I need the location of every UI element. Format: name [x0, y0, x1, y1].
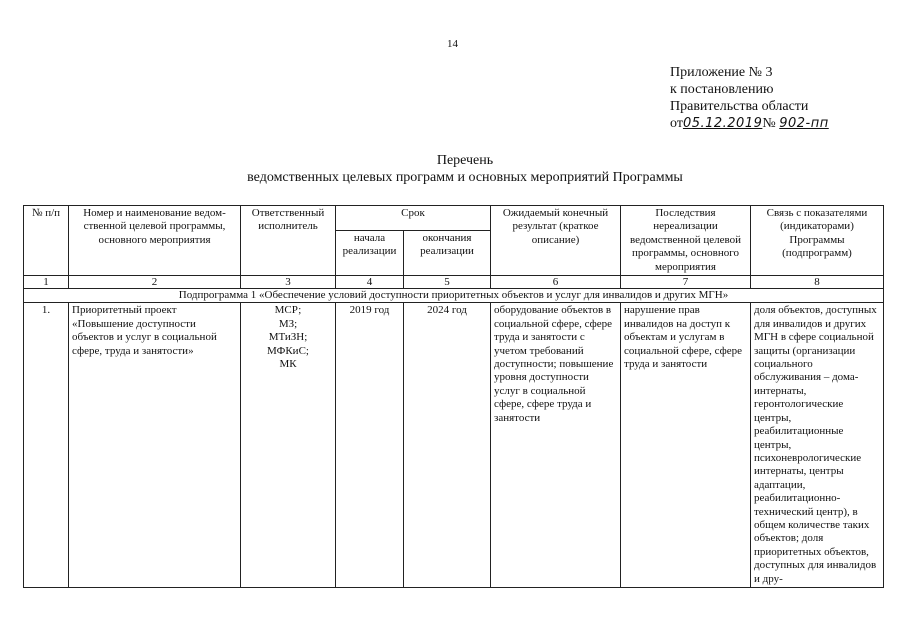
header-term: Срок — [336, 206, 491, 231]
row-result: оборудование объектов в социальной сфере, сфере труда и занятости с учетом требований доступности; повышение уровня доступности услуг в социальной сфере, сфере труда и занятости — [491, 303, 621, 588]
column-number: 2 — [69, 276, 241, 289]
executor-item: МТиЗН; — [268, 331, 308, 344]
appendix-line-2: к постановлению — [670, 82, 774, 97]
header-executor: Ответственный исполнитель — [241, 206, 336, 276]
column-number: 1 — [24, 276, 69, 289]
column-number: 4 — [336, 276, 404, 289]
column-number: 5 — [404, 276, 491, 289]
handwritten-number: 902-пп — [779, 116, 829, 131]
executor-item: МФКиС; — [267, 344, 309, 357]
header-result: Ожидаемый конечный результат (краткое описание) — [491, 206, 621, 276]
executor-item: МСР; — [274, 304, 302, 317]
header-name: Номер и наименование ведом-ственной целевой программы, основного мероприятия — [69, 206, 241, 276]
row-executors — [241, 303, 336, 588]
header-start: начала реализации — [336, 230, 404, 275]
column-number: 8 — [751, 276, 884, 289]
subprogram-row — [24, 289, 884, 303]
header-num: № п/п — [24, 206, 69, 276]
column-numbers-row — [24, 276, 884, 289]
row-consequences: нарушение прав инвалидов на доступ к объектам и услугам в социальной сфере, сфере труда и занятости — [621, 303, 751, 588]
date-prefix: от — [670, 116, 683, 131]
appendix-line-3: Правительства области — [670, 99, 809, 114]
executor-item: МК — [279, 358, 297, 371]
title-line-1: Перечень — [436, 153, 494, 168]
handwritten-date: 05.12.2019 — [682, 116, 763, 131]
row-num: 1. — [24, 303, 69, 588]
row-name: Приоритетный проект «Повышение доступности объектов и услуг в социальной сфере, труда и занятости» — [69, 303, 241, 588]
row-start: 2019 год — [336, 303, 404, 588]
header-consequences: Последствия нереализации ведомственной целевой программы, основного мероприятия — [621, 206, 751, 276]
row-link: доля объектов, доступных для инвалидов и других МГН в сфере социальной защиты (организации социального обслуживания – дома-интернаты, геронтологические центры, реабилитационные центры, психоневрологические интернаты, центры адаптации, реабилитационно-технический центр), в общем количестве таких объектов; доля приоритетных объектов, доступных для инвалидов и дру- — [751, 303, 884, 588]
header-end: окончания реализации — [404, 230, 491, 275]
column-number: 7 — [621, 276, 751, 289]
row-end: 2024 год — [404, 303, 491, 588]
programs-table — [23, 205, 884, 588]
document-title — [0, 152, 905, 186]
header-row-1 — [24, 206, 884, 231]
page-number: 14 — [447, 38, 458, 50]
appendix-block — [670, 64, 829, 132]
column-number: 6 — [491, 276, 621, 289]
subprogram-title: Подпрограмма 1 «Обеспечение условий доступности приоритетных объектов и услуг для инвалидов и других МГН» — [24, 289, 884, 303]
appendix-line-1: Приложение № 3 — [670, 65, 773, 80]
executor-item: МЗ; — [278, 317, 298, 330]
column-number: 3 — [241, 276, 336, 289]
appendix-date-line — [670, 115, 829, 132]
number-prefix: № — [762, 116, 776, 131]
title-line-2: ведомственных целевых программ и основных мероприятий Программы — [247, 170, 683, 185]
header-link: Связь с показателями (индикаторами) Программы (подпрограмм) — [751, 206, 884, 276]
table-row — [24, 303, 884, 588]
